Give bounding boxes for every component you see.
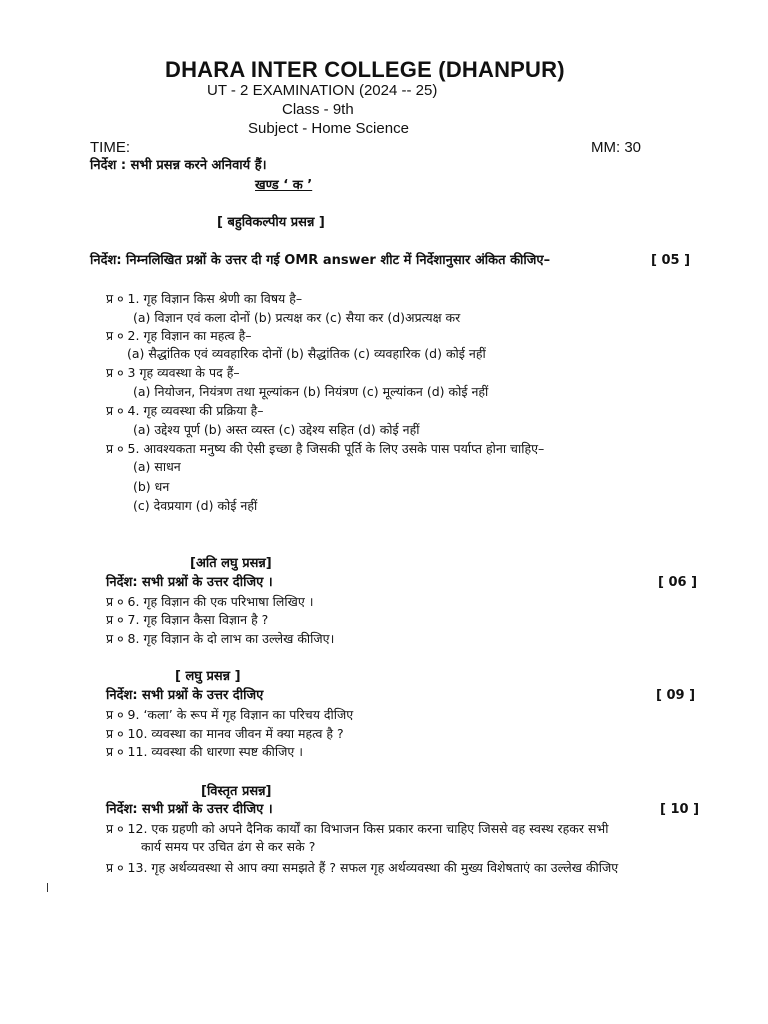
- very-short-instruction: निर्देश: सभी प्रश्नों के उत्तर दीजिए ।: [106, 575, 273, 590]
- question-2: प्र ० 2. गृह विज्ञान का महत्व है–: [106, 328, 252, 343]
- question-11: प्र ० 11. व्यवस्था की धारणा स्पष्ट कीजिए ।: [106, 744, 304, 759]
- question-1: प्र ० 1. गृह विज्ञान किस श्रेणी का विषय है–: [106, 291, 303, 306]
- question-10: प्र ० 10. व्यवस्था का मानव जीवन में क्या महत्व है ?: [106, 726, 344, 741]
- long-heading: [विस्तृत प्रसन्न]: [201, 784, 272, 799]
- question-7: प्र ० 7. गृह विज्ञान कैसा विज्ञान है ?: [106, 612, 269, 627]
- question-5-option-b: (b) धन: [133, 479, 170, 494]
- question-4: प्र ० 4. गृह व्यवस्था की प्रक्रिया है–: [106, 403, 264, 418]
- question-4-options: (a) उद्देश्य पूर्ण (b) अस्त व्यस्त (c) उद्देश्य सहित (d) कोई नहीं: [133, 422, 420, 437]
- college-name: DHARA INTER COLLEGE (DHANPUR): [165, 57, 565, 82]
- time-label: TIME:: [90, 139, 130, 156]
- short-marks: [ 09 ]: [656, 688, 696, 703]
- question-13: प्र ० 13. गृह अर्थव्यवस्था से आप क्या समझते हैं ? सफल गृह अर्थव्यवस्था की मुख्य विशेषताएं का उल्लेख कीजिए: [106, 860, 619, 875]
- question-1-options: (a) विज्ञान एवं कला दोनों (b) प्रत्यक्ष कर (c) सैया कर (d)अप्रत्यक्ष कर: [133, 310, 461, 325]
- max-marks: MM: 30: [591, 139, 642, 156]
- stray-mark: [47, 883, 48, 892]
- long-marks: [ 10 ]: [660, 802, 700, 817]
- very-short-marks: [ 06 ]: [658, 575, 698, 590]
- short-instruction: निर्देश: सभी प्रश्नों के उत्तर दीजिए: [106, 688, 264, 703]
- subject-label: Subject - Home Science: [248, 120, 409, 137]
- short-heading: [ लघु प्रसन्न ]: [175, 669, 241, 684]
- section-heading: खण्ड ‘ क ’: [255, 178, 313, 193]
- very-short-heading: [अति लघु प्रसन्न]: [190, 556, 272, 571]
- question-9: प्र ० 9. ‘कला’ के रूप में गृह विज्ञान का परिचय दीजिए: [106, 707, 354, 722]
- question-8: प्र ० 8. गृह विज्ञान के दो लाभ का उल्लेख कीजिए।: [106, 631, 335, 646]
- question-12-continuation: कार्य समय पर उचित ढंग से कर सके ?: [141, 839, 316, 854]
- question-3: प्र ० 3 गृह व्यवस्था के पद हैं–: [106, 365, 240, 380]
- question-5-option-a: (a) साधन: [133, 459, 181, 474]
- mcq-marks: [ 05 ]: [651, 253, 691, 268]
- question-2-options: (a) सैद्धांतिक एवं व्यवहारिक दोनों (b) सैद्धांतिक (c) व्यवहारिक (d) कोई नहीं: [127, 346, 486, 361]
- mcq-heading: [ बहुविकल्पीय प्रसन्न ]: [217, 215, 325, 230]
- general-instruction: निर्देश : सभी प्रसन्न करने अनिवार्य हैं।: [90, 158, 267, 173]
- question-5-option-cd: (c) देवप्रयाग (d) कोई नहीं: [133, 498, 258, 513]
- exam-title: UT - 2 EXAMINATION (2024 -- 25): [207, 82, 438, 99]
- class-label: Class - 9th: [282, 101, 354, 118]
- question-12: प्र ० 12. एक ग्रहणी को अपने दैनिक कार्यों का विभाजन किस प्रकार करना चाहिए जिससे वह स्वस्थ रहकर सभी: [106, 821, 609, 836]
- question-5: प्र ० 5. आवश्यकता मनुष्य की ऐसी इच्छा है जिसकी पूर्ति के लिए उसके पास पर्याप्त होना चाहिए–: [106, 441, 545, 456]
- long-instruction: निर्देश: सभी प्रश्नों के उत्तर दीजिए ।: [106, 802, 273, 817]
- question-3-options: (a) नियोजन, नियंत्रण तथा मूल्यांकन (b) नियंत्रण (c) मूल्यांकन (d) कोई नहीं: [133, 384, 489, 399]
- mcq-instruction: निर्देश: निम्नलिखित प्रश्नों के उत्तर दी गई OMR answer शीट में निर्देशानुसार अंकित कीजिए–: [90, 253, 551, 268]
- question-6: प्र ० 6. गृह विज्ञान की एक परिभाषा लिखिए ।: [106, 594, 314, 609]
